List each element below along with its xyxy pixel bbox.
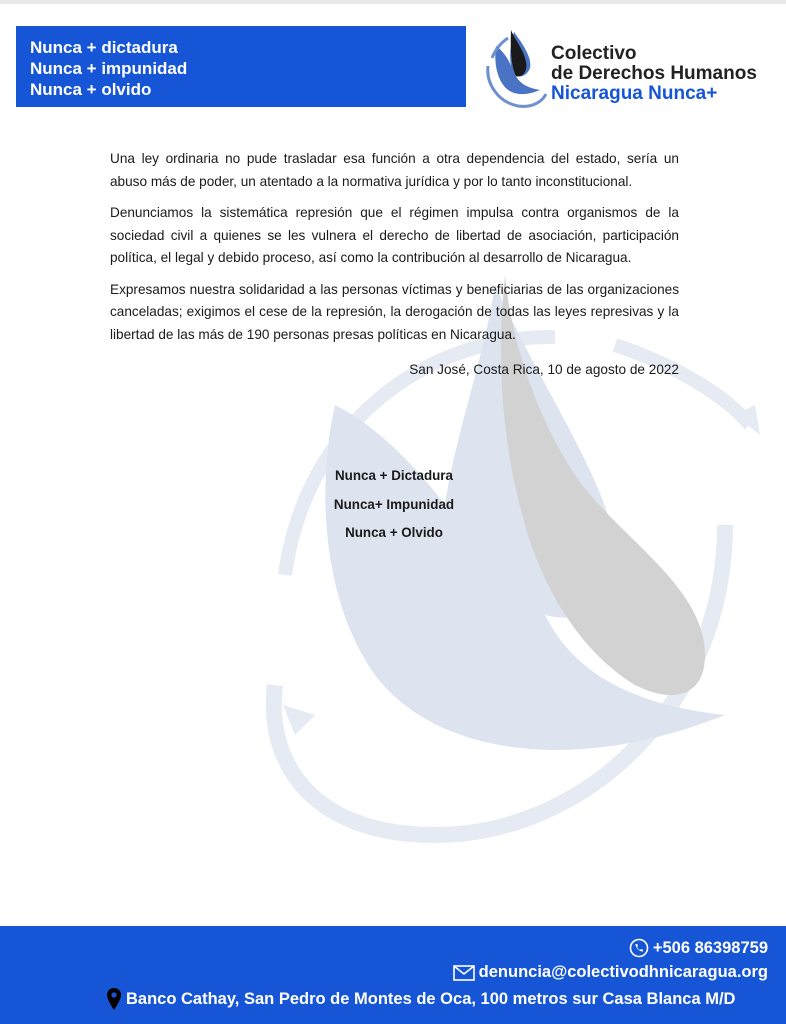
logo-line-3: Nicaragua Nunca+ [551,83,718,104]
address-text: Banco Cathay, San Pedro de Montes de Oca, 100 metros sur Casa Blanca M/D [126,989,736,1008]
footer-phone [629,938,768,958]
footer-email [453,963,768,982]
header-slogan-banner [16,26,466,107]
phone-number: +506 86398759 [652,938,768,957]
header-slogan-3: Nunca + olvido [30,80,152,99]
top-border [0,0,786,4]
phone-icon [629,938,649,958]
logo-line-1: Colectivo [551,43,637,64]
letter-body [110,148,679,355]
dove-logo-icon [478,26,548,110]
location-pin-icon [106,987,122,1011]
organization-logo-text [551,44,757,104]
envelope-icon [453,965,475,981]
paragraph-1: Una ley ordinaria no pude trasladar esa función a otra dependencia del estado, sería un abuso más de poder, un atentado a la normativa jurídica y por lo tanto inconstitucional. [110,151,679,189]
header-slogan-2: Nunca + impunidad [30,59,188,78]
closing-slogan-1: Nunca + Dictadura [335,468,453,483]
header-slogan-1: Nunca + dictadura [30,38,178,57]
logo-line-2: de Derechos Humanos [551,63,757,84]
paragraph-3: Expresamos nuestra solidaridad a las personas víctimas y beneficiarias de las organizaciones canceladas; exigimos el cese de la represión, la derogación de todas las leyes represivas y la libertad de las más de 190 personas presas políticas en Nicaragua. [110,281,679,342]
dateline: San José, Costa Rica, 10 de agosto de 2022 [409,362,679,377]
contact-footer [0,926,786,1024]
email-address[interactable]: denuncia@colectivodhnicaragua.org [478,963,768,981]
paragraph-2: Denunciamos la sistemática represión que el régimen impulsa contra organismos de la sociedad civil a quienes se les vulnera el derecho de libertad de asociación, participación política, el legal y debido proceso, así como la contribución al desarrollo de Nicaragua. [110,205,679,265]
closing-slogan-2: Nunca+ Impunidad [333,496,455,512]
closing-slogans [294,462,494,548]
footer-address [106,987,735,1011]
closing-slogan-3: Nunca + Olvido [345,525,443,540]
